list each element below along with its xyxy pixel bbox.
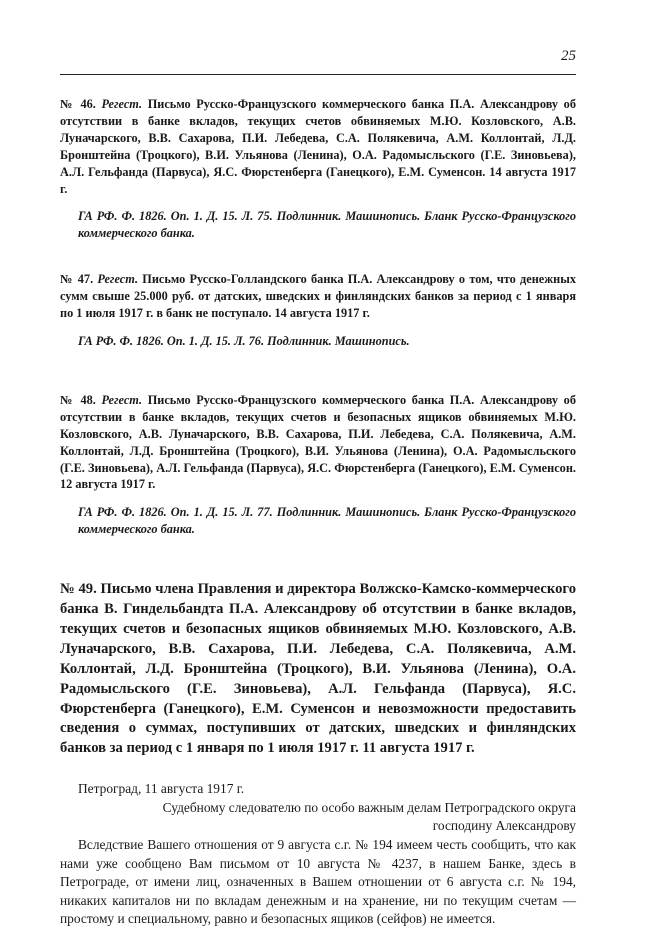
entry-tag: Регест.	[97, 272, 139, 287]
entry-text: Письмо Русско-Французского коммерческого банка П.А. Александрову об отсутствии в банке вкладов, текущих счетов и безопасных ящиков обвиняемых М.Ю. Козловского, А.В. Луначарского, В.В. Сахарова, П.И. Лебедева, С.А. Полякевича, А.М. Коллонтай, Л.Д. Бронштейна (Троцкого), В.И. Ульянова (Ленина), О.А. Радомысльского (Г.Е. Зиновьева), А.Л. Гельфанда (Парвуса), Я.С. Фюрстенберга (Ганецкого), Е.М. Суменсон. 12 августа 1917 г.	[60, 392, 576, 492]
entry-46-source: ГА РФ. Ф. 1826. Оп. 1. Д. 15. Л. 75. Подлинник. Машинопись. Бланк Русско-Французского коммерческого банка.	[78, 209, 576, 241]
entry-46	[60, 96, 576, 197]
letter-addressee-line1: Судебному следователю по особо важным делам Петроградского округа	[162, 799, 576, 815]
page-body	[60, 96, 576, 929]
entry-tag: Регест.	[101, 97, 143, 111]
header-rule	[60, 74, 576, 75]
letter-body: Вследствие Вашего отношения от 9 августа с.г. № 194 имеем честь сообщить, что как нами уже сообщено Вам письмом от 10 августа № 4237, в нашем Банке, здесь в Петрограде, от имени лиц, означенных в Вашем отношении от 6 августа с.г. № 194, никаких капиталов ни по вкладам денежным и на хранение, ни по текущим счетам — простому и специальному, равно и безопасных ящиков (сейфов) не имеется.	[60, 837, 576, 927]
entry-tag: Регест.	[101, 392, 143, 407]
entry-48	[60, 392, 576, 493]
entry-47	[60, 271, 576, 322]
page-number: 25	[561, 48, 576, 64]
letter-place-date: Петроград, 11 августа 1917 г.	[78, 781, 245, 797]
entry-number: № 48.	[60, 392, 96, 407]
entry-48-source: ГА РФ. Ф. 1826. Оп. 1. Д. 15. Л. 77. Подлинник. Машинопись. Бланк Русско-Французского коммерческого банка.	[78, 505, 576, 537]
entry-text: Письмо Русско-Голландского банка П.А. Александрову о том, что денежных сумм свыше 25.000 руб. от датских, шведских и финляндских банков за период с 1 января по 1 июля 1917 г. в банк не поступало. 14 августа 1917 г.	[60, 272, 576, 321]
entry-number: № 46.	[60, 97, 96, 111]
entry-text: Письмо Русско-Французского коммерческого банка П.А. Александрову об отсутствии в банке вкладов, текущих счетов обвиняемых М.Ю. Козловского, А.В. Луначарского, В.В. Сахарова, П.И. Лебедева, С.А. Полякевича, А.М. Коллонтай, Л.Д. Бронштейна (Троцкого), В.И. Ульянова (Ленина), О.А. Радомысльского (Г.Е. Зиновьева), А.Л. Гельфанда (Парвуса), Я.С. Фюрстенберга (Ганецкого), Е.М. Суменсон. 14 августа 1917 г.	[60, 97, 576, 196]
letter-addressee-line2: господину Александрову	[432, 818, 576, 834]
entry-number: № 47.	[60, 272, 94, 287]
document-49-letter	[60, 780, 576, 929]
entry-47-source: ГА РФ. Ф. 1826. Оп. 1. Д. 15. Л. 76. Подлинник. Машинопись.	[78, 333, 410, 348]
document-49-heading: № 49. Письмо члена Правления и директора Волжско-Камско-коммерческого банка В. Гиндельбандта П.А. Александрову об отсутствии в банке вкладов, текущих счетов и безопасных ящиков обвиняемых М.Ю. Козловского, А.В. Луначарского, В.В. Сахарова, П.И. Лебедева, С.А. Полякевича, А.М. Коллонтай, Л.Д. Бронштейна (Троцкого), В.И. Ульянова (Ленина), О.А. Радомысльского (Г.Е. Зиновьева), А.Л. Гельфанда (Парвуса), Я.С. Фюрстенберга (Ганецкого), Е.М. Суменсон и невозможности предоставить сведения о суммах, поступивших от датских, шведских и финляндских банков за период с 1 января по 1 июля 1917 г. 11 августа 1917 г.	[60, 581, 576, 757]
